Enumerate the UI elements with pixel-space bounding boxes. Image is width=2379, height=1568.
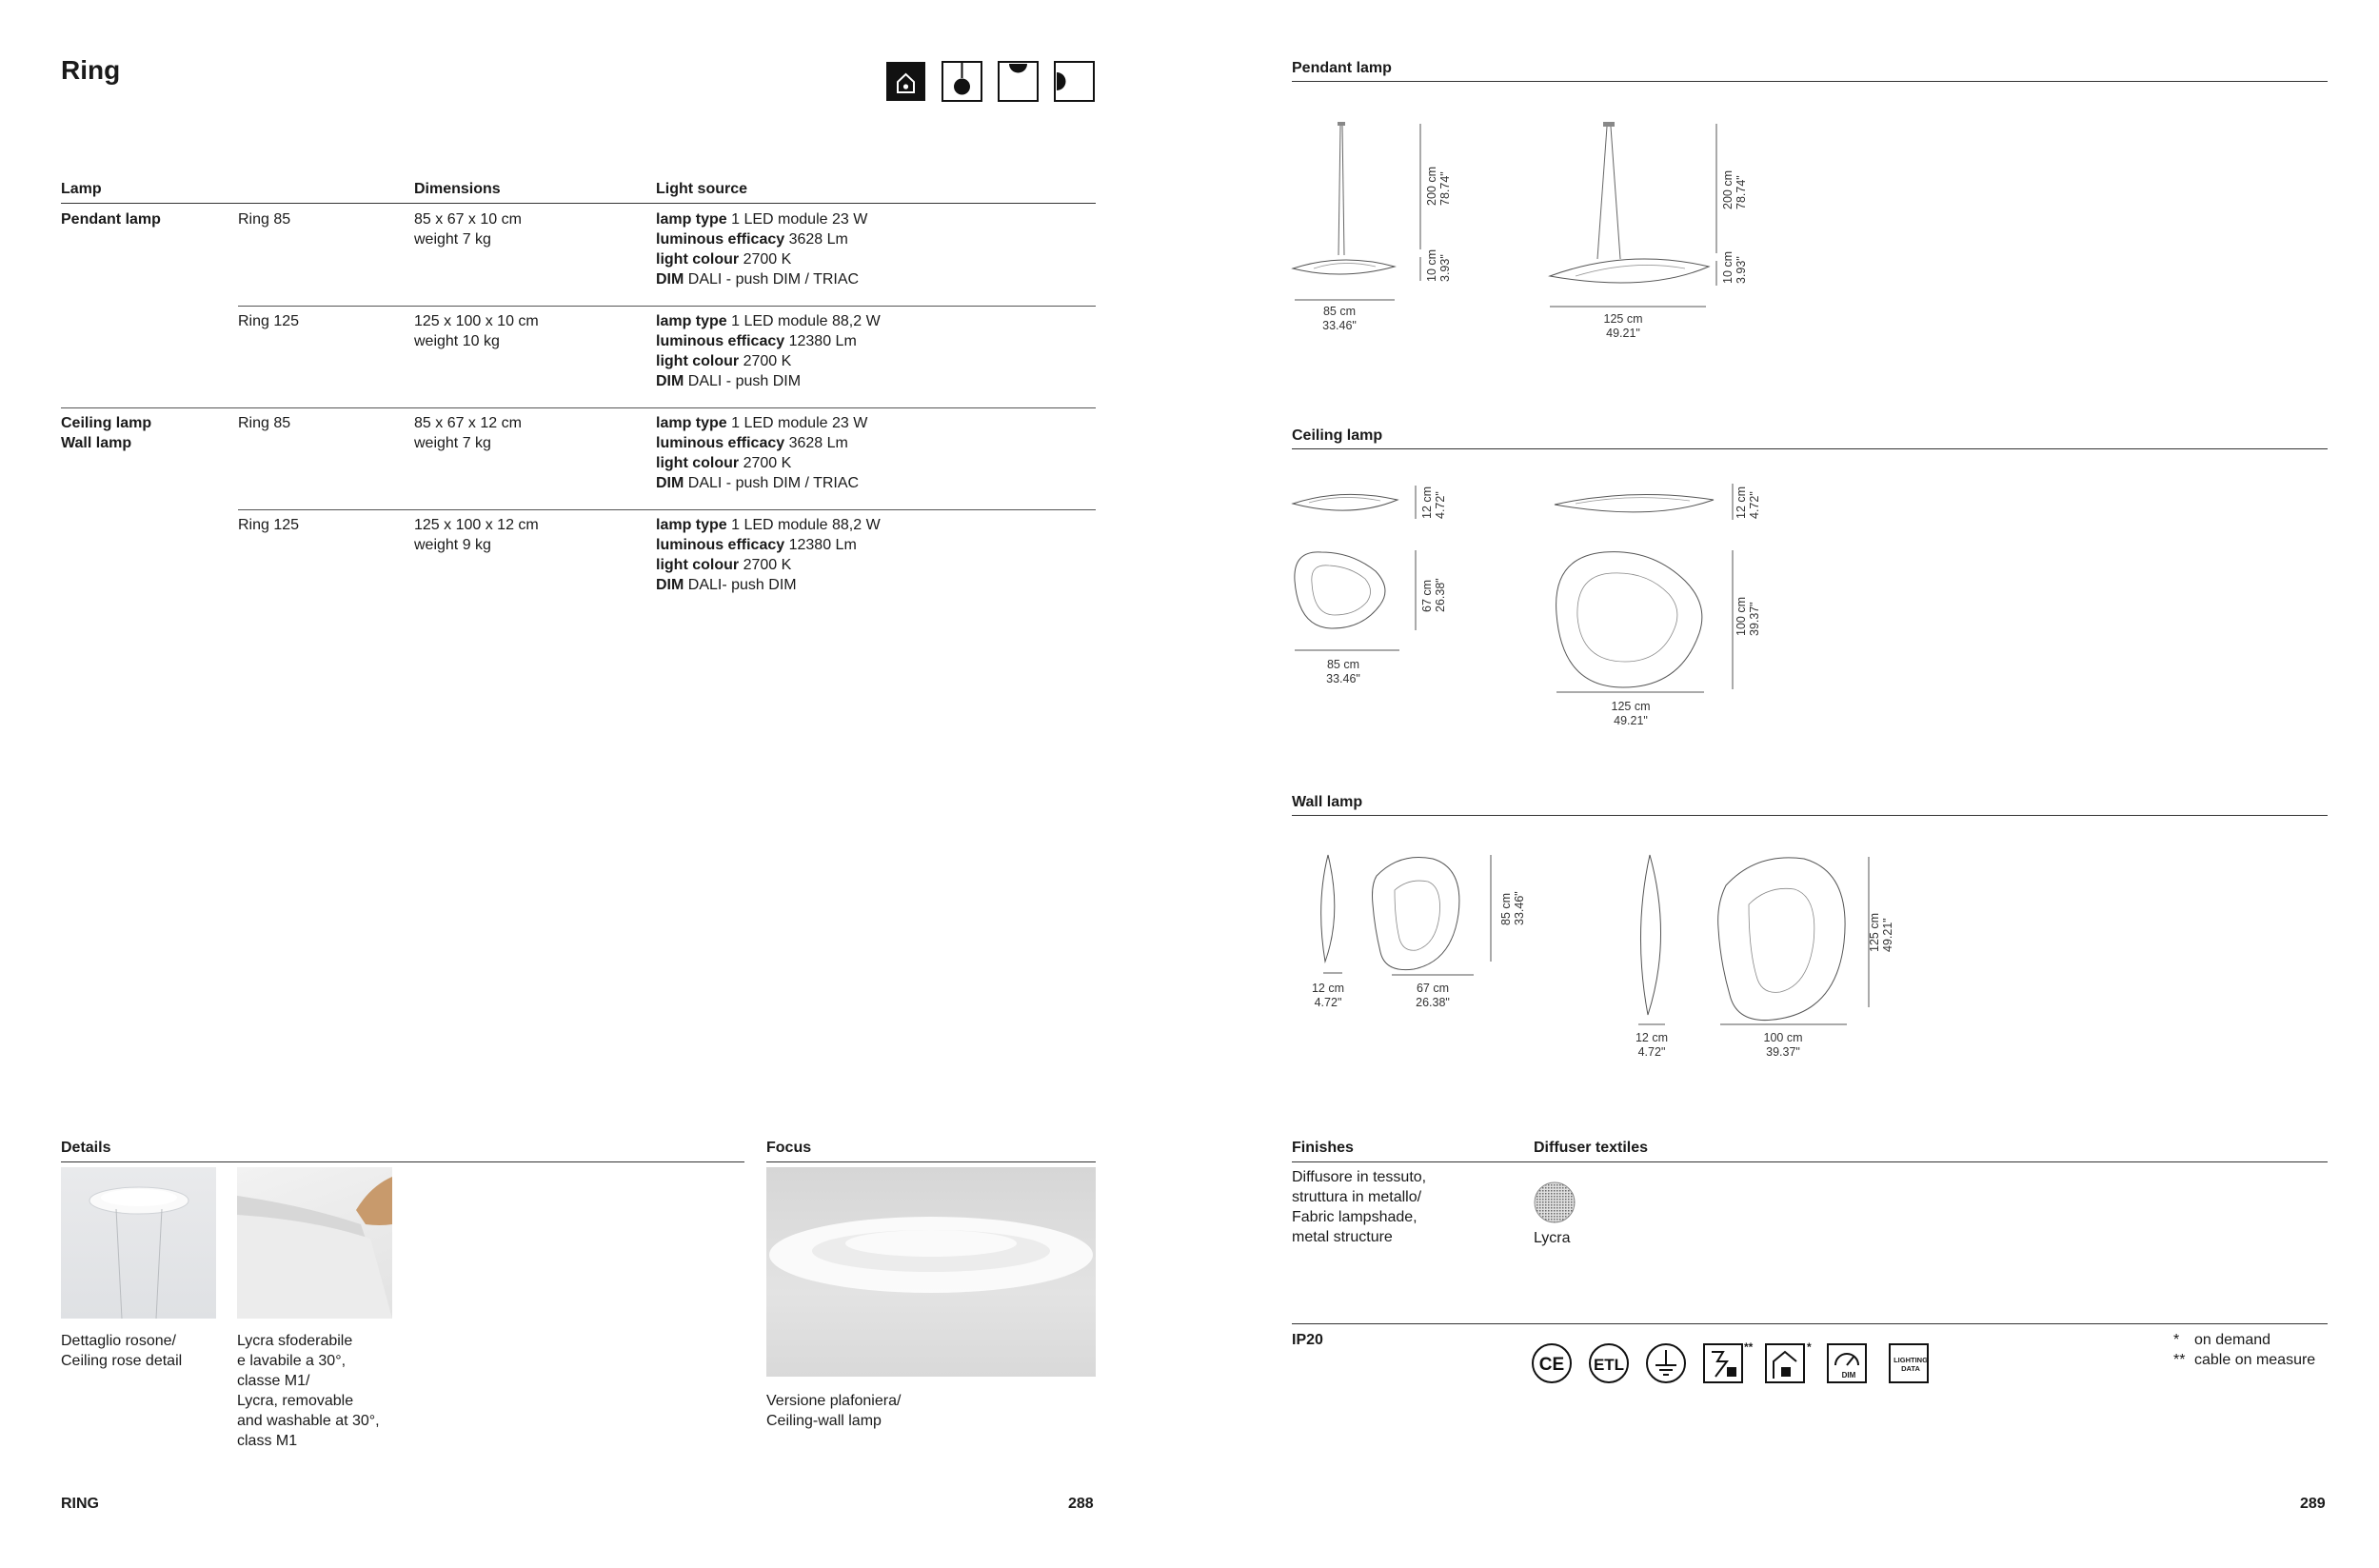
lycra-swatch-icon <box>1534 1181 1576 1223</box>
pendant-small-width: 85 cm 33.46" <box>1322 305 1357 332</box>
ceiling-small-drawing <box>1285 476 1533 666</box>
indoor-home-icon <box>886 62 925 101</box>
table-header-rule <box>61 203 1096 204</box>
svg-text:CE: CE <box>1538 1355 1565 1375</box>
finishes-text: Diffusore in tessuto, struttura in metallo/ Fabric lampshade, metal structure <box>1292 1169 1427 1245</box>
header-light-source: Light source <box>656 181 748 197</box>
details-heading: Details <box>61 1140 111 1156</box>
row-dimensions: 85 x 67 x 10 cm weight 7 kg <box>414 211 522 248</box>
insulation-icon <box>1704 1344 1742 1382</box>
svg-text:ETL: ETL <box>1593 1356 1625 1374</box>
ip-rule <box>1292 1323 2328 1324</box>
pendant-small-height: 200 cm 78.74" <box>1425 167 1452 206</box>
row-model: Ring 85 <box>238 415 291 431</box>
row-lamp: Pendant lamp <box>61 211 161 228</box>
ceiling-small-depth: 12 cm 4.72" <box>1420 486 1447 519</box>
wall-small-height: 85 cm 33.46" <box>1499 891 1526 925</box>
etl-icon <box>1590 1344 1628 1382</box>
surface-mount-icon <box>1766 1344 1804 1382</box>
pendant-large-width: 125 cm 49.21" <box>1603 312 1643 340</box>
row-light-source: lamp type 1 LED module 23 W luminous efficacy 3628 Lm light colour 2700 K DIM DALI - push DIM / TRIAC <box>656 211 868 288</box>
row-divider <box>61 407 1096 408</box>
ceiling-small-height: 67 cm 26.38" <box>1420 578 1447 612</box>
wall-large-height: 125 cm 49.21" <box>1868 913 1894 952</box>
pendant-large-depth: 10 cm 3.93" <box>1721 250 1748 284</box>
row-model: Ring 125 <box>238 517 300 533</box>
ce-icon <box>1533 1344 1571 1382</box>
ceiling-rose-photo <box>61 1167 216 1319</box>
footer-page-number-left: 288 <box>1068 1496 1094 1512</box>
ceiling-large-width: 125 cm 49.21" <box>1611 700 1651 727</box>
textile-name: Lycra <box>1534 1230 1571 1246</box>
row-model: Ring 85 <box>238 211 291 228</box>
ceiling-wall-lamp-photo <box>766 1167 1096 1377</box>
ceiling-rule <box>1292 448 2328 449</box>
row-model: Ring 125 <box>238 313 300 329</box>
row-lamp: Ceiling lamp Wall lamp <box>61 415 152 451</box>
pendant-heading: Pendant lamp <box>1292 60 1392 76</box>
double-star-mark: ** <box>1744 1340 1754 1354</box>
footer-product-name: RING <box>61 1496 99 1512</box>
row-divider <box>238 306 1096 307</box>
finishes-rule <box>1292 1161 2328 1162</box>
page-title: Ring <box>61 55 121 85</box>
header-lamp: Lamp <box>61 181 102 197</box>
ceiling-mount-icon <box>999 62 1038 101</box>
wall-heading: Wall lamp <box>1292 794 1363 810</box>
wall-mount-icon <box>1055 62 1094 101</box>
certification-icons <box>1531 1340 1940 1386</box>
textiles-heading: Diffuser textiles <box>1534 1140 1649 1156</box>
ceiling-heading: Ceiling lamp <box>1292 427 1383 444</box>
pendant-small-depth: 10 cm 3.93" <box>1425 248 1452 282</box>
focus-rule <box>766 1161 1096 1162</box>
ceiling-large-height: 100 cm 39.37" <box>1735 597 1761 636</box>
ceiling-large-drawing <box>1547 476 1833 705</box>
wall-large-side: 12 cm 4.72" <box>1635 1031 1669 1059</box>
details-rule <box>61 1161 744 1162</box>
row-divider <box>238 509 1096 510</box>
header-dimensions: Dimensions <box>414 181 501 197</box>
wall-large-drawing <box>1623 847 1890 1038</box>
pendant-rule <box>1292 81 2328 82</box>
row-light-source: lamp type 1 LED module 23 W luminous efficacy 3628 Lm light colour 2700 K DIM DALI - push DIM / TRIAC <box>656 415 868 491</box>
lighting-data-label: LIGHTING DATA <box>1893 1356 1928 1373</box>
row-dimensions: 125 x 100 x 12 cm weight 9 kg <box>414 517 539 553</box>
row-dimensions: 125 x 100 x 10 cm weight 10 kg <box>414 313 539 349</box>
lycra-fabric-photo <box>237 1167 392 1319</box>
row-light-source: lamp type 1 LED module 88,2 W luminous efficacy 12380 Lm light colour 2700 K DIM DALI- push DIM <box>656 517 881 593</box>
row-dimensions: 85 x 67 x 12 cm weight 7 kg <box>414 415 522 451</box>
focus-heading: Focus <box>766 1140 812 1156</box>
details-caption-2: Lycra sfoderabile e lavabile a 30°, classe M1/ Lycra, removable and washable at 30°, class M1 <box>237 1333 380 1449</box>
pendant-large-height: 200 cm 78.74" <box>1721 170 1748 209</box>
ceiling-large-depth: 12 cm 4.72" <box>1735 486 1761 519</box>
row-light-source: lamp type 1 LED module 88,2 W luminous efficacy 12380 Lm light colour 2700 K DIM DALI - push DIM <box>656 313 881 389</box>
dim-icon-label: DIM <box>1841 1371 1856 1379</box>
footer-page-number-right: 289 <box>2300 1496 2326 1512</box>
pendant-mount-icon <box>942 62 981 101</box>
pendant-small-drawing <box>1285 114 1533 333</box>
ceiling-small-width: 85 cm 33.46" <box>1326 658 1360 685</box>
details-caption-1: Dettaglio rosone/ Ceiling rose detail <box>61 1333 183 1369</box>
wall-small-width: 67 cm 26.38" <box>1416 982 1450 1009</box>
footnotes: * on demand ** cable on measure <box>2173 1332 2316 1368</box>
ip-rating: IP20 <box>1292 1332 1323 1348</box>
ground-icon <box>1647 1344 1685 1382</box>
mount-type-icons <box>885 61 1095 103</box>
wall-rule <box>1292 815 2328 816</box>
finishes-heading: Finishes <box>1292 1140 1354 1156</box>
wall-large-width: 100 cm 39.37" <box>1763 1031 1803 1059</box>
wall-small-side: 12 cm 4.72" <box>1311 982 1345 1009</box>
focus-caption: Versione plafoniera/ Ceiling-wall lamp <box>766 1393 902 1429</box>
star-mark: * <box>1807 1340 1812 1354</box>
pendant-large-drawing <box>1542 114 1828 343</box>
